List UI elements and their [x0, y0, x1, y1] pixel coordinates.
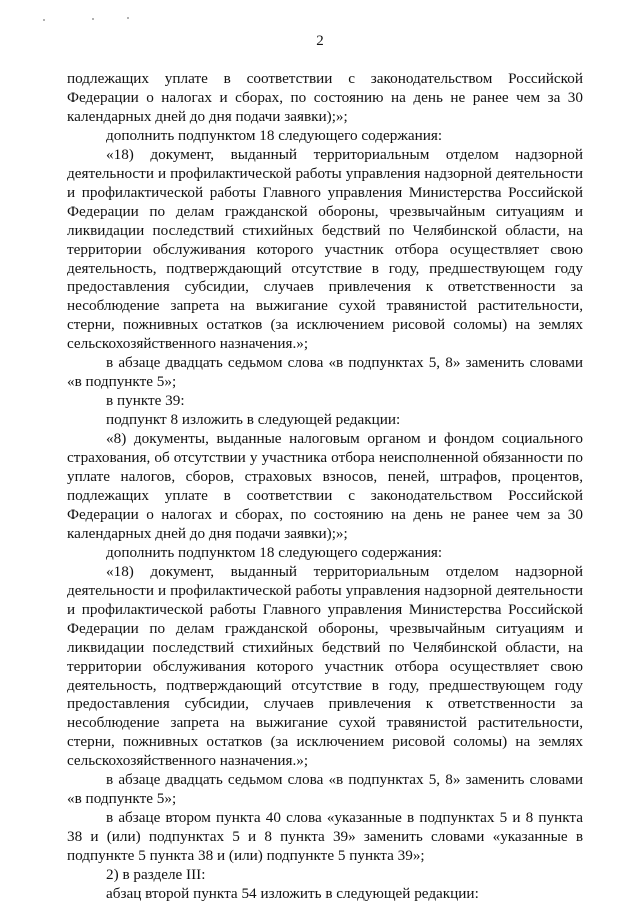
document-body [67, 70, 583, 904]
paragraph-subclause-18-text: «18) документ, выданный территориальным отделом надзорной деятельности и профилактической работы управления надзорной деятельности и профилактической работы Главного управления Министерства Российской Федерации по делам гражданской обороны, чрезвычайным ситуациям и ликвидации последствий стихийных бедствий по Челябинской области, на территории обслуживания которого участник отбора осуществляет свою деятельность, подтверждающий отсутствие в году, предшествующем году предоставления субсидии, случаев привлечения к ответственности за несоблюдение запрета на выжигание сухой травянистой растительности, стерни, пожнивных остатков (за исключением рисовой соломы) на землях сельскохозяйственного назначения.»; [67, 562, 583, 770]
paragraph-subclause-8-intro: подпункт 8 изложить в следующей редакции: [106, 411, 401, 429]
paragraph-section-3: 2) в разделе III: [106, 866, 206, 884]
paragraph-subclause-18-text: «18) документ, выданный территориальным отделом надзорной деятельности и профилактической работы управления надзорной деятельности и профилактической работы Главного управления Министерства Российской Федерации по делам гражданской обороны, чрезвычайным ситуациям и ликвидации последствий стихийных бедствий по Челябинской области, на территории обслуживания которого участник отбора осуществляет свою деятельность, подтверждающий отсутствие в году, предшествующем году предоставления субсидии, случаев привлечения к ответственности за несоблюдение запрета на выжигание сухой травянистой растительности, стерни, пожнивных остатков (за исключением рисовой соломы) на землях сельскохозяйственного назначения.»; [67, 145, 583, 353]
scan-speck [43, 19, 45, 21]
scan-speck [127, 17, 129, 19]
page-number: 2 [316, 33, 324, 49]
paragraph-replace-words: в абзаце двадцать седьмом слова «в подпунктах 5, 8» заменить словами «в подпункте 5»; [67, 771, 583, 808]
paragraph-add-subclause-18: дополнить подпунктом 18 следующего содержания: [106, 126, 443, 144]
scan-speck [92, 18, 94, 20]
paragraph-subclause-8-text: «8) документы, выданные налоговым органом и фондом социального страхования, об отсутствии у участника отбора неисполненной обязанности по уплате налогов, сборов, страховых взносов, пеней, штрафов, процентов, подлежащих уплате в соответствии с законодательством Российской Федерации о налогах и сборах, по состоянию на день не ранее чем за 30 календарных дней до дня подачи заявки);»; [67, 430, 583, 542]
paragraph-add-subclause-18: дополнить подпунктом 18 следующего содержания: [106, 543, 443, 561]
paragraph-replace-words: в абзаце двадцать седьмом слова «в подпунктах 5, 8» заменить словами «в подпункте 5»; [67, 354, 583, 391]
paragraph-point-39: в пункте 39: [106, 392, 185, 410]
paragraph-continuation: подлежащих уплате в соответствии с законодательством Российской Федерации о налогах и сборах, по состоянию на день не ранее чем за 30 календарных дней до дня подачи заявки);»; [67, 70, 583, 125]
paragraph-point-40: в абзаце втором пункта 40 слова «указанные в подпунктах 5 и 8 пункта 38 и (или) подпунктах 5 и 8 пункта 39» заменить словами «указанные в подпункте 5 пункта 38 и (или) подпункте 5 пункта 39»; [67, 809, 583, 865]
paragraph-point-54: абзац второй пункта 54 изложить в следующей редакции: [106, 884, 479, 902]
